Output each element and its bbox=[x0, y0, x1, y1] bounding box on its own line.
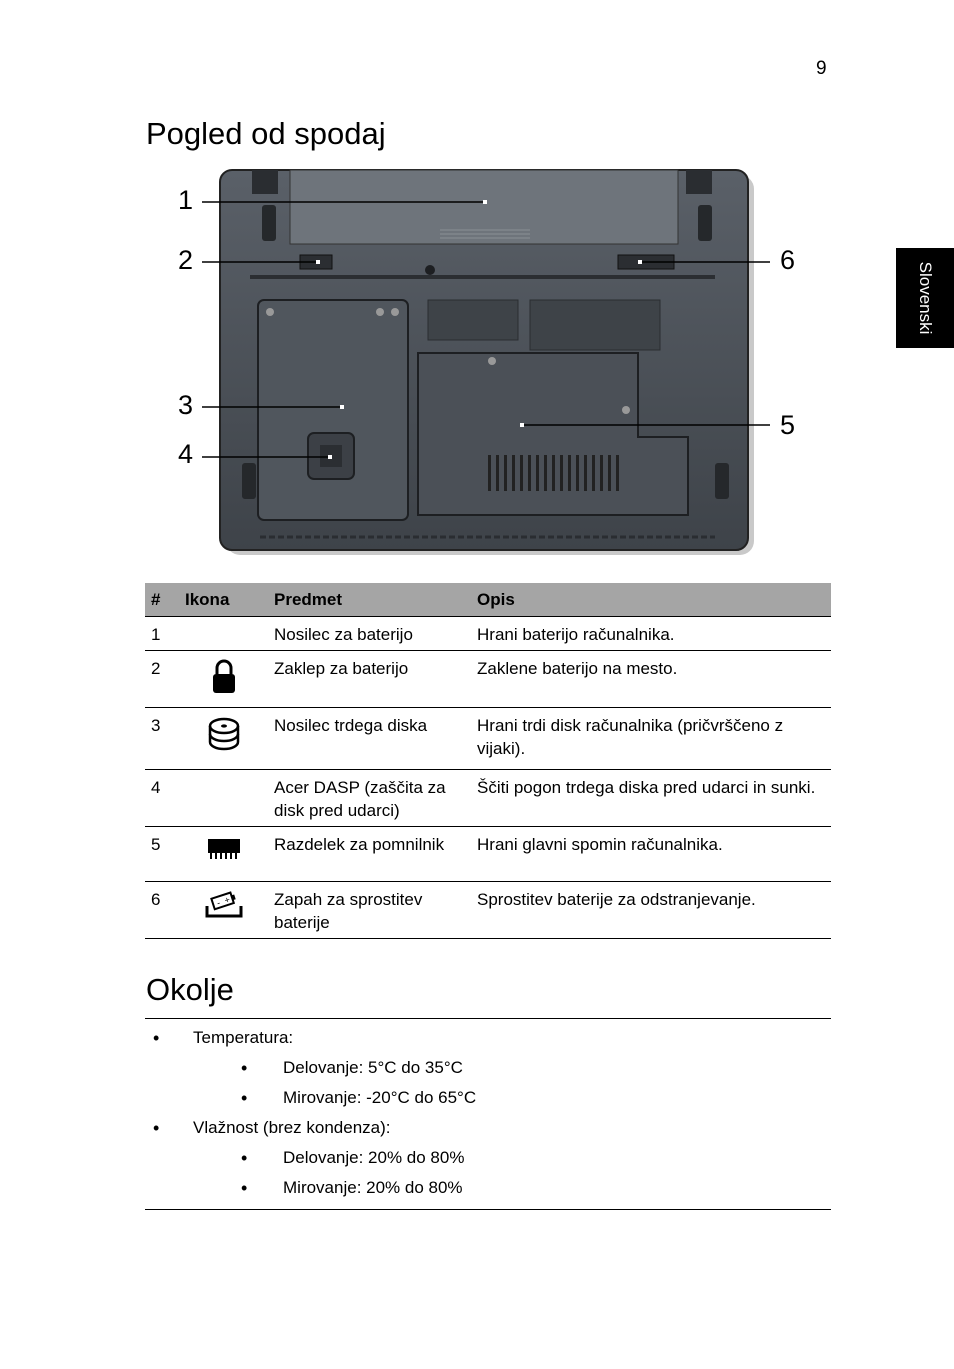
row-item: Zaklep za baterijo bbox=[268, 651, 471, 708]
table-row bbox=[145, 770, 831, 827]
callout-6: 6 bbox=[780, 245, 796, 275]
row-description: Hrani glavni spomin računalnika. bbox=[471, 827, 831, 882]
row-number: 6 bbox=[145, 882, 179, 939]
callout-1: 1 bbox=[178, 185, 194, 215]
callout-3: 3 bbox=[178, 390, 194, 420]
callout-5: 5 bbox=[780, 410, 796, 440]
list-item: • Delovanje: 5°C do 35°C bbox=[193, 1053, 831, 1083]
header-item: Predmet bbox=[268, 583, 471, 617]
list-item bbox=[145, 1023, 831, 1113]
list-item: • Mirovanje: 20% do 80% bbox=[193, 1173, 831, 1203]
environment-list bbox=[145, 1018, 831, 1210]
hard-disk-icon bbox=[207, 716, 241, 752]
row-description: Zaklene baterijo na mesto. bbox=[471, 651, 831, 708]
lock-icon bbox=[211, 659, 237, 695]
humidity-label: Vlažnost (brez kondenza): bbox=[193, 1118, 391, 1137]
memory-icon bbox=[207, 835, 241, 861]
row-icon bbox=[179, 651, 268, 708]
row-icon bbox=[179, 708, 268, 770]
row-icon-empty bbox=[179, 770, 268, 827]
table-row bbox=[145, 708, 831, 770]
list-item: • Mirovanje: -20°C do 65°C bbox=[193, 1083, 831, 1113]
row-description: Hrani baterijo računalnika. bbox=[471, 617, 831, 651]
row-item: Acer DASP (zaščita za disk pred udarci) bbox=[268, 770, 471, 827]
list-item: • Delovanje: 20% do 80% bbox=[193, 1143, 831, 1173]
row-item: Nosilec trdega diska bbox=[268, 708, 471, 770]
row-description: Sprostitev baterije za odstranjevanje. bbox=[471, 882, 831, 939]
components-table bbox=[145, 583, 831, 939]
svg-text:+: + bbox=[222, 894, 231, 906]
row-item: Zapah za sprostitev baterije bbox=[268, 882, 471, 939]
section-title-environment: Okolje bbox=[146, 972, 234, 1007]
page-number: 9 bbox=[816, 58, 827, 79]
row-icon bbox=[179, 827, 268, 882]
row-icon-empty bbox=[179, 617, 268, 651]
row-number: 2 bbox=[145, 651, 179, 708]
table-header-row bbox=[145, 583, 831, 617]
table-row bbox=[145, 827, 831, 882]
row-item: Razdelek za pomnilnik bbox=[268, 827, 471, 882]
laptop-bottom-image bbox=[170, 165, 810, 565]
language-tab-label: Slovenski bbox=[916, 261, 935, 335]
temperature-label: Temperatura: bbox=[193, 1028, 294, 1047]
section-title-bottom-view: Pogled od spodaj bbox=[146, 116, 386, 151]
table-row bbox=[145, 651, 831, 708]
language-tab bbox=[896, 248, 954, 348]
battery-release-icon bbox=[204, 890, 244, 920]
row-number: 5 bbox=[145, 827, 179, 882]
row-description: Ščiti pogon trdega diska pred udarci in sunki. bbox=[471, 770, 831, 827]
table-row bbox=[145, 617, 831, 651]
header-description: Opis bbox=[471, 583, 831, 617]
row-description: Hrani trdi disk računalnika (pričvrščeno z vijaki). bbox=[471, 708, 831, 770]
row-number: 1 bbox=[145, 617, 179, 651]
table-row bbox=[145, 882, 831, 939]
row-item: Nosilec za baterijo bbox=[268, 617, 471, 651]
callout-2: 2 bbox=[178, 245, 194, 275]
header-number: # bbox=[145, 583, 179, 617]
callout-4: 4 bbox=[178, 439, 194, 469]
list-item bbox=[145, 1113, 831, 1203]
row-number: 4 bbox=[145, 770, 179, 827]
row-number: 3 bbox=[145, 708, 179, 770]
svg-text:-: - bbox=[214, 897, 221, 908]
laptop-bottom-illustration bbox=[170, 165, 810, 565]
header-icon: Ikona bbox=[179, 583, 268, 617]
row-icon bbox=[179, 882, 268, 939]
